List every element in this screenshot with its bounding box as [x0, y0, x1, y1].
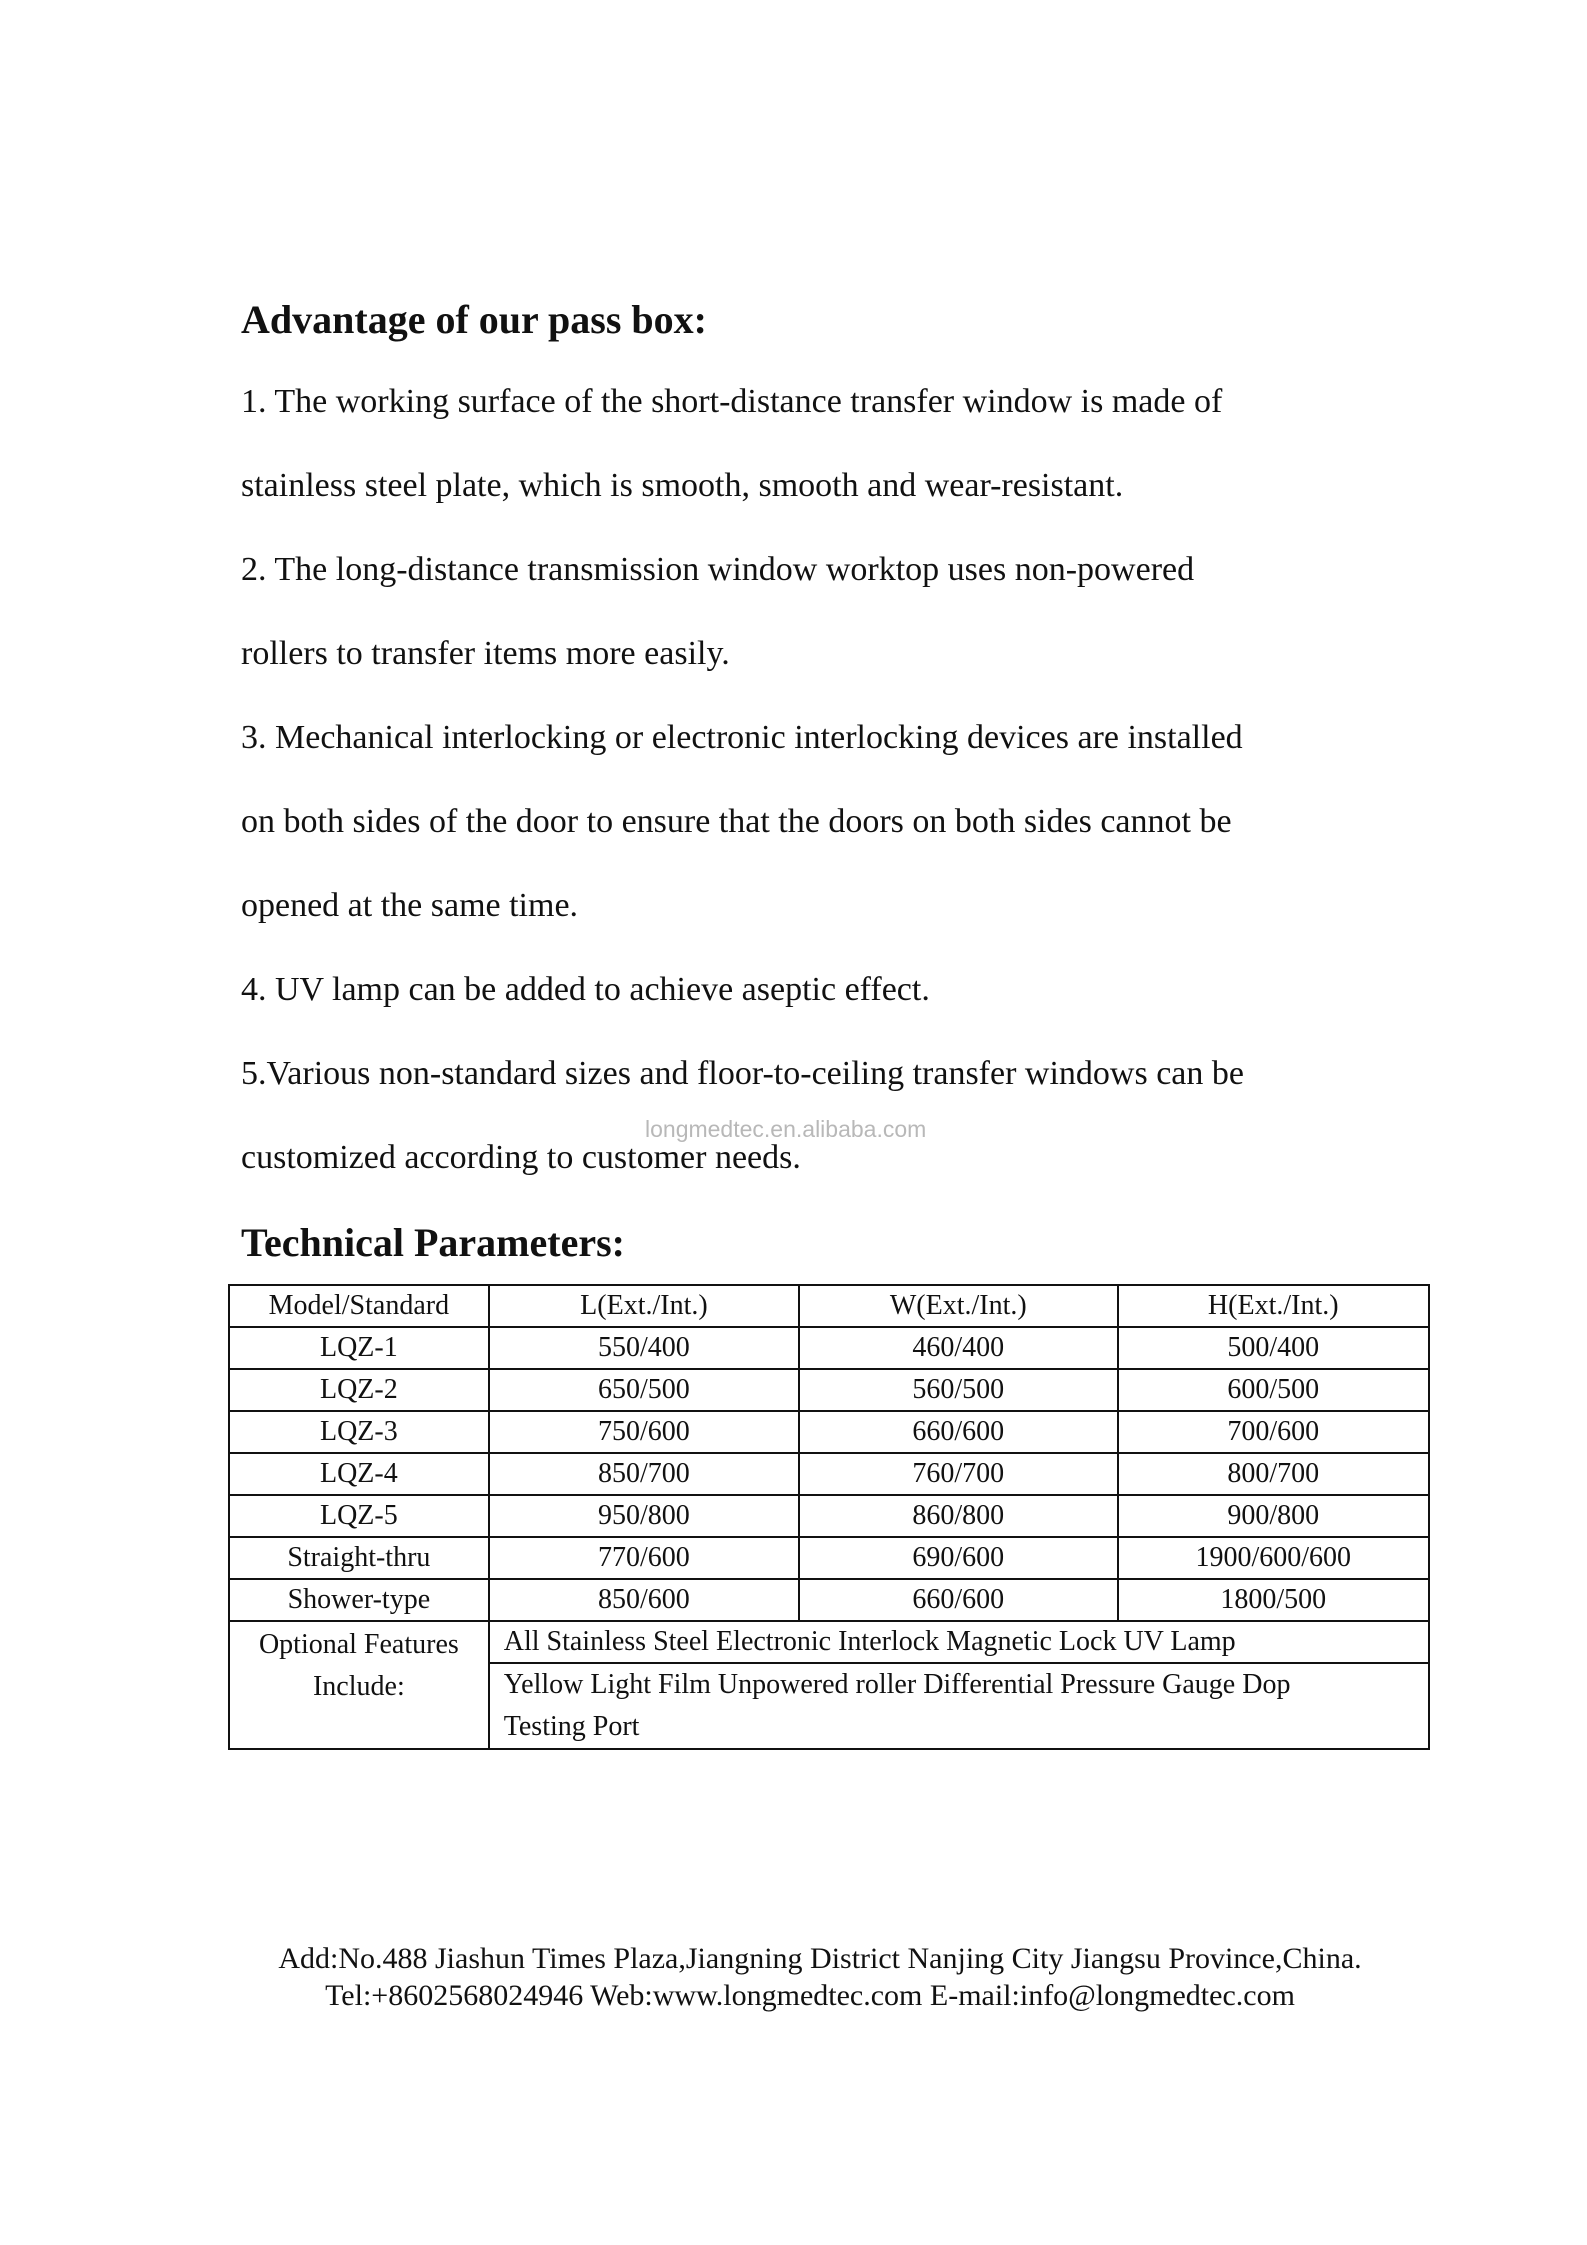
- table-cell: 860/800: [799, 1495, 1117, 1537]
- table-cell: 1800/500: [1118, 1579, 1430, 1621]
- table-cell: LQZ-2: [229, 1369, 489, 1411]
- table-row: [229, 1537, 1429, 1579]
- optional-features-2: [489, 1663, 1429, 1749]
- table-cell: Shower-type: [229, 1579, 489, 1621]
- advantage-line: stainless steel plate, which is smooth, smooth and wear-resistant.: [241, 467, 1124, 504]
- table-cell: 850/700: [489, 1453, 799, 1495]
- table-cell: 900/800: [1118, 1495, 1430, 1537]
- table-row: [229, 1453, 1429, 1495]
- table-cell: 600/500: [1118, 1369, 1430, 1411]
- table-row: [229, 1411, 1429, 1453]
- column-header: H(Ext./Int.): [1118, 1285, 1430, 1327]
- table-cell: LQZ-5: [229, 1495, 489, 1537]
- table-row: [229, 1495, 1429, 1537]
- column-header: Model/Standard: [229, 1285, 489, 1327]
- column-header: W(Ext./Int.): [799, 1285, 1117, 1327]
- table-cell: 750/600: [489, 1411, 799, 1453]
- table-cell: 500/400: [1118, 1327, 1430, 1369]
- optional-label: [229, 1621, 489, 1749]
- tech-title: Technical Parameters:: [241, 1220, 625, 1265]
- footer-address: Add:No.488 Jiashun Times Plaza,Jiangning District Nanjing City Jiangsu Province,China.: [278, 1942, 1362, 1975]
- table-row: [229, 1327, 1429, 1369]
- advantage-line: 3. Mechanical interlocking or electronic interlocking devices are installed: [241, 719, 1243, 756]
- optional-features-2a: Yellow Light Film Unpowered roller Differential Pressure Gauge Dop: [503, 1669, 1291, 1700]
- table-cell: 850/600: [489, 1579, 799, 1621]
- table-cell: LQZ-1: [229, 1327, 489, 1369]
- table-cell: 760/700: [799, 1453, 1117, 1495]
- advantage-line: 5.Various non-standard sizes and floor-to-ceiling transfer windows can be: [241, 1055, 1244, 1092]
- table-cell: Straight-thru: [229, 1537, 489, 1579]
- table-cell: 950/800: [489, 1495, 799, 1537]
- table-row: [229, 1369, 1429, 1411]
- advantage-line: rollers to transfer items more easily.: [241, 635, 730, 672]
- advantage-line: customized according to customer needs.: [241, 1139, 801, 1176]
- table-cell: 770/600: [489, 1537, 799, 1579]
- table-cell: 650/500: [489, 1369, 799, 1411]
- table-header-row: [229, 1285, 1429, 1327]
- optional-label-2: Include:: [312, 1671, 405, 1702]
- table-cell: 550/400: [489, 1327, 799, 1369]
- table-cell: 460/400: [799, 1327, 1117, 1369]
- table-cell: 1900/600/600: [1118, 1537, 1430, 1579]
- table-cell: LQZ-3: [229, 1411, 489, 1453]
- table-row: [229, 1579, 1429, 1621]
- table-row-optional: [229, 1621, 1429, 1663]
- optional-label-1: Optional Features: [258, 1629, 459, 1660]
- footer-contact: Tel:+8602568024946 Web:www.longmedtec.com E-mail:info@longmedtec.com: [325, 1979, 1295, 2012]
- table-cell: 690/600: [799, 1537, 1117, 1579]
- table-cell: 660/600: [799, 1411, 1117, 1453]
- watermark: longmedtec.en.alibaba.com: [645, 1116, 927, 1142]
- advantage-line: 1. The working surface of the short-distance transfer window is made of: [241, 383, 1223, 420]
- table-cell: 560/500: [799, 1369, 1117, 1411]
- advantage-line: opened at the same time.: [241, 887, 579, 924]
- table-cell: 700/600: [1118, 1411, 1430, 1453]
- advantage-line: on both sides of the door to ensure that the doors on both sides cannot be: [241, 803, 1232, 840]
- advantage-line: 2. The long-distance transmission window worktop uses non-powered: [241, 551, 1195, 588]
- advantage-line: 4. UV lamp can be added to achieve aseptic effect.: [241, 971, 930, 1008]
- column-header: L(Ext./Int.): [489, 1285, 799, 1327]
- optional-features-2b: Testing Port: [503, 1711, 640, 1742]
- optional-features-1: All Stainless Steel Electronic Interlock Magnetic Lock UV Lamp: [489, 1621, 1429, 1663]
- table-cell: 800/700: [1118, 1453, 1430, 1495]
- parameters-table: [228, 1284, 1430, 1750]
- table-cell: 660/600: [799, 1579, 1117, 1621]
- table-cell: LQZ-4: [229, 1453, 489, 1495]
- advantages-title: Advantage of our pass box:: [241, 297, 707, 342]
